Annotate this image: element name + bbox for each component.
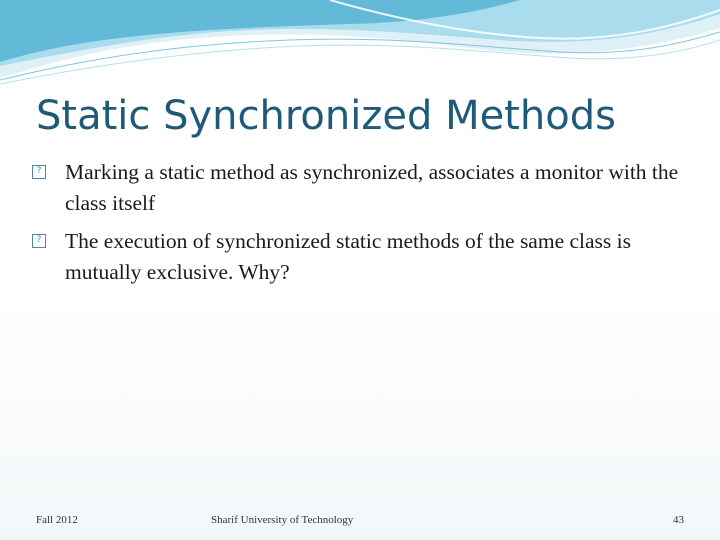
footer-date: Fall 2012 [36,514,78,526]
slide-title: Static Synchronized Methods [36,93,616,139]
bullet-text: The execution of synchronized static methods of the same class is mutually exclusive. Why? [65,229,632,284]
bullet-text: Marking a static method as synchronized, associates a monitor with the class itself [65,160,679,215]
bullet-icon: ? [32,165,46,179]
header-wave-decoration [0,0,720,90]
footer-institution: Sharif University of Technology [211,514,354,526]
bullet-list [30,157,690,295]
bullet-icon: ? [32,234,46,248]
page-number: 43 [673,514,684,526]
bullet-item [30,157,690,219]
bullet-item [30,226,690,288]
